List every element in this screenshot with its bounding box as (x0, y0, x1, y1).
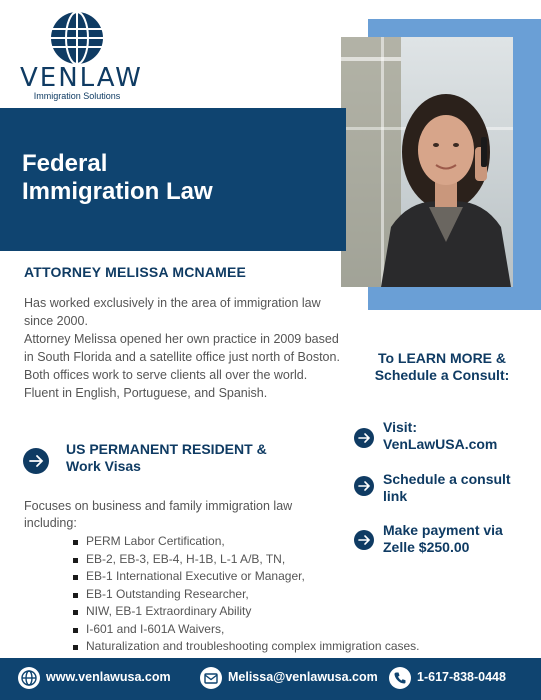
title-line-1: Federal (22, 150, 108, 177)
arrow-right-icon (354, 530, 374, 550)
bio-line: Has worked exclusively in the area of immigration law since 2000. (24, 296, 321, 328)
list-item: Naturalization and troubleshooting complex immigration cases. (66, 638, 506, 656)
list-item: EB-2, EB-3, EB-4, H-1B, L-1 A/B, TN, (66, 551, 506, 569)
title-line-2: Immigration Law (22, 178, 213, 205)
phone-icon (389, 667, 411, 689)
section-heading-line-1: US PERMANENT RESIDENT & (66, 441, 267, 457)
bio-line: Fluent in English, Portuguese, and Spanish. (24, 386, 268, 400)
cta-heading: To LEARN MORE & Schedule a Consult: (374, 350, 510, 383)
footer-email-link[interactable]: Melissa@venlawusa.com (228, 670, 378, 684)
attorney-photo (341, 37, 513, 287)
arrow-right-icon (354, 476, 374, 496)
attorney-bio (24, 294, 344, 402)
brand-name: VENLAW (20, 63, 143, 93)
visit-url: VenLawUSA.com (383, 436, 498, 452)
list-item: I-601 and I-601A Waivers, (66, 621, 506, 639)
mail-icon (200, 667, 222, 689)
bio-line: Attorney Melissa opened her own practice in 2009 based in South Florida and a satellite office just north of Boston. (24, 332, 340, 364)
footer-phone-link[interactable]: 1-617-838-0448 (417, 670, 506, 684)
footer-website-link[interactable]: www.venlawusa.com (46, 670, 171, 684)
section-heading-line-2: Work Visas (66, 458, 141, 474)
arrow-right-icon (354, 428, 374, 448)
attorney-heading: ATTORNEY MELISSA MCNAMEE (24, 264, 247, 280)
section-intro: Focuses on business and family immigration law including: (24, 499, 293, 530)
arrow-right-icon (23, 448, 49, 474)
list-item: PERM Labor Certification, (66, 533, 506, 551)
page-title (22, 150, 322, 206)
brand-tagline: Immigration Solutions (33, 91, 121, 101)
globe-icon (18, 667, 40, 689)
payment-link[interactable]: Make payment via Zelle $250.00 (383, 522, 503, 555)
schedule-consult-link[interactable]: Schedule a consult link (383, 471, 511, 504)
globe-logo-icon (49, 10, 105, 66)
visit-website-link[interactable] (383, 419, 533, 453)
list-item: EB-1 Outstanding Researcher, (66, 586, 506, 604)
visit-label: Visit: (383, 419, 417, 435)
section-heading (66, 441, 326, 475)
list-item: NIW, EB-1 Extraordinary Ability (66, 603, 506, 621)
list-item: EB-1 International Executive or Manager, (66, 568, 506, 586)
bio-line: Both offices work to serve clients all over the world. (24, 368, 308, 382)
